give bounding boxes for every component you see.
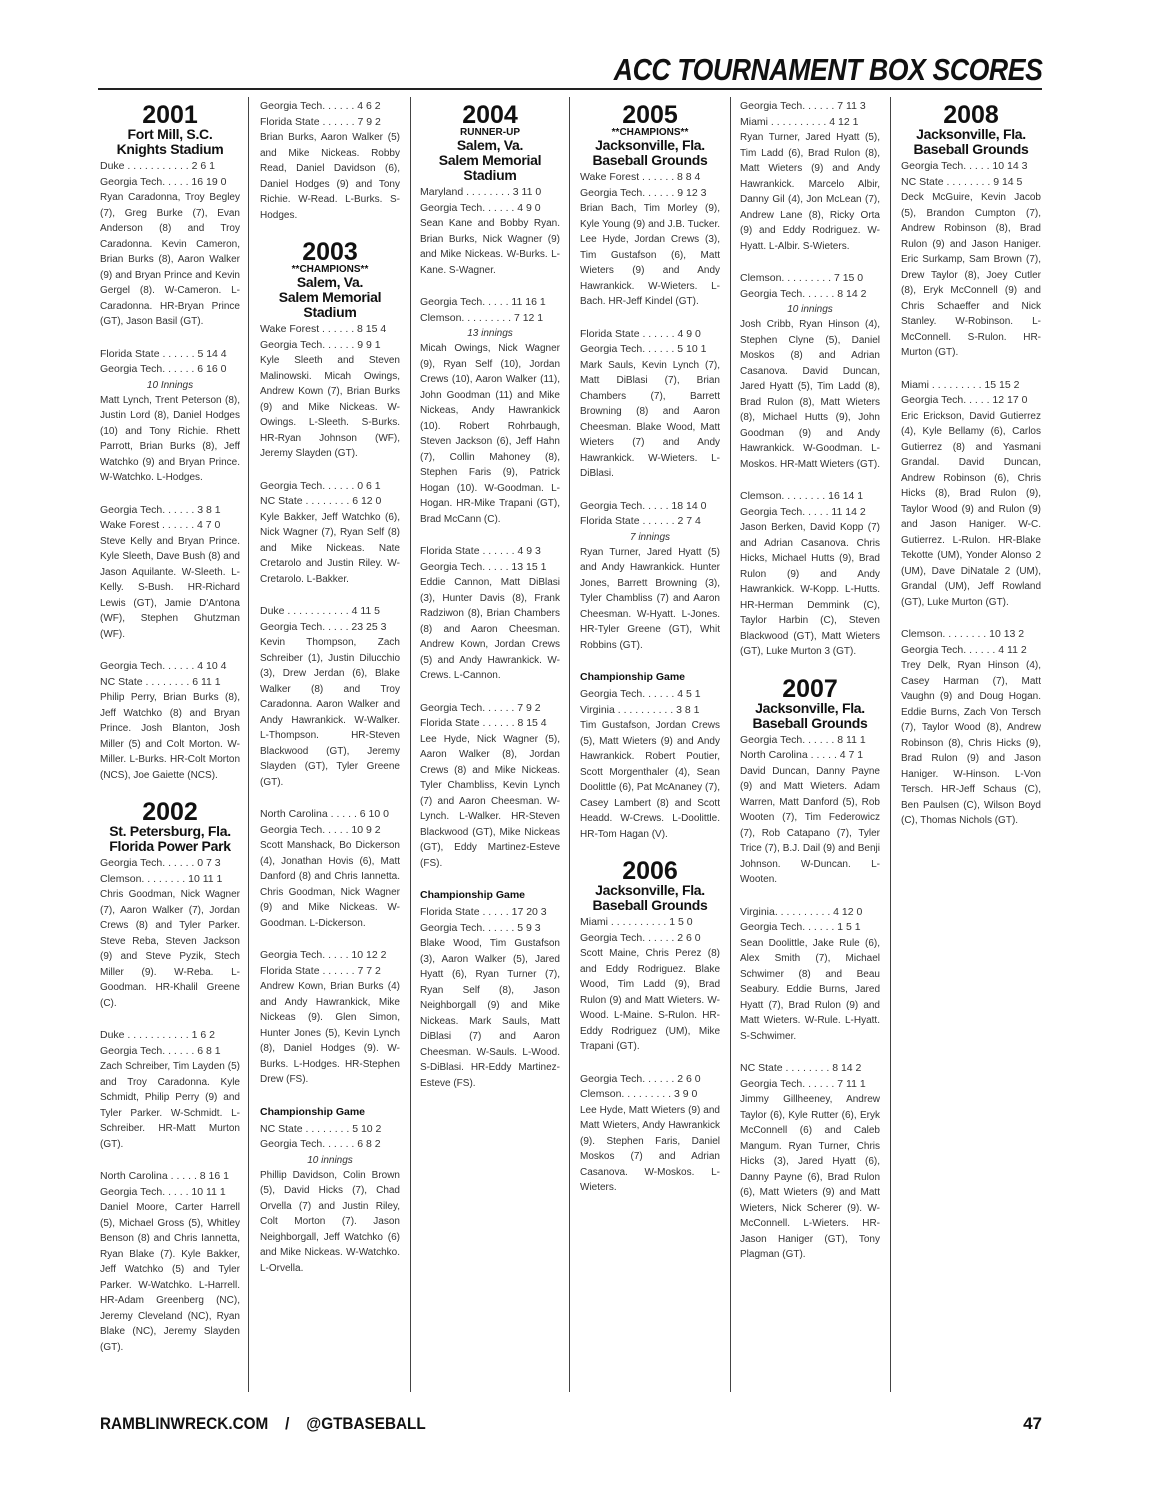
game-summary: Mark Sauls, Kevin Lynch (7), Matt DiBlasi (7), Brian Chambers (7), Barrett Browning (8) and Aaron Cheesman. Blake Wood, Matt Wieters (7) and Andy Hawrankick. W-Wieters. L-DiBlasi. — [580, 359, 720, 479]
score-line: Wake Forest . . . . . . 4 7 0 — [100, 519, 221, 531]
score-line: North Carolina . . . . . 4 7 1 — [740, 749, 864, 761]
score-line: Georgia Tech. . . . . . 9 12 3 — [580, 186, 707, 199]
box-score — [100, 347, 240, 486]
box-score — [740, 271, 880, 472]
extra-innings-note: 10 innings — [787, 304, 833, 315]
box-score-columns — [98, 97, 1042, 1392]
box-score — [260, 604, 400, 790]
tournament-year: 2004 — [462, 101, 518, 129]
score-line: Florida State . . . . . . 5 14 4 — [100, 347, 227, 360]
box-score — [901, 627, 1041, 829]
score-line: Florida State . . . . . . 7 9 2 — [260, 115, 381, 128]
score-line: Georgia Tech. . . . . . 8 11 1 — [740, 733, 866, 746]
box-score — [260, 479, 400, 588]
game-summary: Jason Berken, David Kopp (7) and Adrian Casanova. Chris Hicks, Michael Hutts (9), Brad Rulon (9) and Andy Hawrankick. W-Kopp. L-Hutts. HR-Herman Demmink (C), Taylor Harbin (C), Steven Blackwood (GT), Matt Wieters (GT), Luke Murton 3 (GT). — [740, 522, 880, 657]
score-line: NC State . . . . . . . . 6 11 1 — [100, 675, 221, 688]
column-4 — [580, 97, 720, 1392]
box-score — [580, 1072, 720, 1196]
score-line: Georgia Tech. . . . . . 6 8 2 — [260, 1138, 381, 1150]
championship-game-heading: Championship Game — [420, 889, 526, 901]
box-score — [100, 1028, 240, 1152]
score-line: Georgia Tech. . . . . . 6 8 1 — [100, 1044, 221, 1057]
game-summary: Daniel Moore, Carter Harrell (5), Michael Gross (5), Whitley Benson (8) and Chris Iannetta, Ryan Blake (7). Kyle Bakker, Jeff Watchko (5) and Tyler Parker. W-Watchko. L-Harrell. HR-Adam Greenberg (NC), Jeremy Cleveland (NC), Ryan Blake (NC), Jeremy Slayden (GT). — [100, 1202, 240, 1353]
game-summary: Philip Perry, Brian Burks (8), Jeff Watchko (8) and Bryan Prince. Josh Blanton, Josh Miller (5) and Colt Morton. W-Miller. L-Burks. HR-Colt Morton (NCS), Joe Gaiette (NCS). — [100, 692, 240, 781]
game-summary: Andrew Kown, Brian Burks (4) and Andy Hawrankick, Mike Nickeas (9). Glen Simon, Hunter Jones (5), Kevin Lynch (8), Daniel Hodges (9). W-Burks. L-Hodges. HR-Stephen Drew (FS). — [260, 981, 400, 1085]
tournament-year: 2001 — [142, 101, 198, 129]
tournament-header — [100, 800, 240, 854]
extra-innings-note: 10 Innings — [146, 379, 194, 391]
game-summary: Lee Hyde, Matt Wieters (9) and Matt Wieters, Andy Hawrankick (9). Stephen Faris, Daniel Moskos (7) and Adrian Casanova. W-Moskos. L-Wieters. — [580, 1104, 720, 1193]
game-summary: Zach Schreiber, Tim Layden (5) and Troy Caradonna. Kyle Schmidt, Philip Perry (9) and Tyler Parker. W-Schmidt. L-Schreiber. HR-Matt Murton (GT). — [100, 1061, 240, 1150]
tournament-location: Fort Mill, S.C. — [127, 126, 213, 142]
score-line: Georgia Tech. . . . . . 4 6 2 — [260, 100, 381, 112]
tournament-result: RUNNER-UP — [460, 127, 520, 138]
box-score — [580, 915, 720, 1055]
score-line: Georgia Tech. . . . . . 8 14 2 — [740, 287, 867, 300]
score-line: Georgia Tech. . . . . . 7 9 2 — [420, 701, 541, 714]
score-line: NC State . . . . . . . . 6 12 0 — [260, 495, 382, 507]
box-score — [260, 322, 400, 462]
game-summary: Trey Delk, Ryan Hinson (4), Casey Harman (7), Matt Vaughn (9) and Doug Hogan. Eddie Burns, Zach Von Tersch (7), Taylor Wood (8), Andrew Robinson (8), Chris Hicks (9), Brad Rulon (9) and Jason Haniger. W-Hinson. L-Von Tersch. HR-Jeff Schaus (C), Ben Paulsen (C), Wilson Boyd (C), Thomas Nichols (GT). — [901, 660, 1041, 826]
extra-innings-note: 7 innings — [629, 531, 671, 543]
score-line: NC State . . . . . . . . 5 10 2 — [260, 1122, 382, 1135]
tournament-header — [580, 103, 720, 168]
score-line: Georgia Tech. . . . . 12 17 0 — [901, 394, 1028, 406]
tournament-header — [901, 103, 1041, 157]
box-score — [740, 489, 880, 660]
score-line: Georgia Tech. . . . . . 0 7 3 — [100, 857, 221, 869]
tournament-year: 2002 — [142, 798, 198, 826]
score-line: Duke . . . . . . . . . . . 2 6 1 — [100, 160, 215, 172]
column-3 — [420, 97, 560, 1392]
tournament-header — [100, 103, 240, 157]
game-summary: Kevin Thompson, Zach Schreiber (1), Justin Dilucchio (3), Drew Jerdan (6), Blake Walker (8) and Troy Caradonna. Aaron Walker and Andy Hawrankick. W-Walker. L-Thompson. HR-Steven Blackwood (GT), Jeremy Slayden (GT), Tyler Greene (GT). — [260, 637, 400, 788]
score-line: Wake Forest . . . . . . 8 15 4 — [260, 323, 387, 335]
score-line: Georgia Tech. . . . . . 7 11 3 — [740, 100, 866, 112]
game-summary: Ryan Turner, Jared Hyatt (5), Tim Ladd (6), Brad Rulon (8), Matt Wieters (9) and Andy Hawrankick. Marcelo Albir, Danny Gil (4), Jon McLean (7), Andrew Lane (8), Ricky Orta (9) and Eddy Rodriguez. W-Hyatt. L-Albir. S-Wieters. — [740, 132, 880, 252]
score-line: Virginia . . . . . . . . . . 3 8 1 — [580, 703, 700, 716]
box-score — [260, 99, 400, 223]
score-line: Georgia Tech. . . . . 16 19 0 — [100, 175, 227, 188]
column-divider — [569, 97, 570, 1392]
score-line: Clemson. . . . . . . . . 7 15 0 — [740, 272, 864, 284]
score-line: Georgia Tech. . . . . 13 15 1 — [420, 560, 547, 573]
score-line: Florida State . . . . . . 7 7 2 — [260, 964, 381, 977]
tournament-header — [740, 674, 880, 731]
header-rule — [98, 88, 1042, 90]
footer-handle: @GTBASEBALL — [306, 1414, 426, 1433]
score-line: Georgia Tech. . . . . . 3 8 1 — [100, 503, 221, 516]
score-line: Georgia Tech. . . . . 10 14 3 — [901, 160, 1028, 172]
score-line: Georgia Tech. . . . . 11 16 1 — [420, 296, 546, 308]
box-score — [901, 159, 1041, 361]
box-score — [740, 733, 880, 888]
box-score — [100, 856, 240, 1011]
score-line: Georgia Tech. . . . . . 5 10 1 — [580, 343, 707, 355]
game-summary: Tim Gustafson, Jordan Crews (5), Matt Wieters (9) and Andy Hawrankick. Robert Poutier, Scott Morgenthaler (4), Sean Doolittle (6), Pat McAnaney (7), Casey Lambert (8) and Scott Headd. W-Crews. L-Doolittle. HR-Tom Hagan (V). — [580, 720, 720, 840]
championship-game-heading: Championship Game — [260, 1105, 366, 1118]
page-title: ACC TOURNAMENT BOX SCORES — [613, 52, 1042, 87]
score-line: Clemson. . . . . . . . . 7 12 1 — [420, 311, 544, 324]
extra-innings-note: 10 innings — [307, 1154, 353, 1166]
score-line: Georgia Tech. . . . . . 1 5 1 — [740, 921, 861, 933]
score-line: Maryland . . . . . . . . 3 11 0 — [420, 186, 542, 198]
game-summary: Phillip Davidson, Colin Brown (5), David Hicks (7), Chad Orvella (7) and Justin Riley, Colt Morton (7). Jason Neighborgall, Jeff Watchko (6) and Mike Nickeas. W-Watchko. L-Orvella. — [260, 1169, 400, 1274]
extra-innings-note: 13 innings — [467, 328, 513, 339]
tournament-header — [580, 859, 720, 913]
tournament-year: 2006 — [622, 857, 678, 885]
score-line: Florida State . . . . . . 2 7 4 — [580, 515, 701, 527]
game-summary: Chris Goodman, Nick Wagner (7), Aaron Walker (7), Jordan Crews (8) and Tyler Parker. Steve Reba, Steven Jackson (9) and Steve Pyzik, Stech Miller (9). W-Reba. L-Goodman. HR-Khalil Greene (C). — [100, 889, 240, 1009]
score-line: Georgia Tech. . . . . . 9 9 1 — [260, 338, 381, 351]
box-score — [260, 948, 400, 1088]
score-line: Georgia Tech. . . . . . 4 5 1 — [580, 688, 701, 700]
game-summary: Sean Kane and Bobby Ryan. Brian Burks, Nick Wagner (9) and Mike Nickeas. W-Burks. L-Kane. S-Wagner. — [420, 218, 560, 276]
score-line: Duke . . . . . . . . . . . 4 11 5 — [260, 605, 381, 617]
score-line: Georgia Tech. . . . . . 6 16 0 — [100, 363, 227, 375]
score-line: Florida State . . . . . 17 20 3 — [420, 906, 547, 918]
game-summary: Matt Lynch, Trent Peterson (8), Justin Lord (8), Daniel Hodges (10) and Tony Richie. Rhett Parrott, Brian Burks (8), Jeff Watchko (9) and Bryan Prince. W-Watchko. L-Hodges. — [100, 394, 240, 483]
box-score — [420, 905, 560, 1091]
box-score — [420, 544, 560, 684]
column-6 — [901, 97, 1041, 1392]
footer-links — [100, 1414, 426, 1434]
score-line: Georgia Tech. . . . . 10 12 2 — [260, 949, 387, 961]
score-line: Georgia Tech. . . . . 10 11 1 — [100, 1185, 226, 1198]
tournament-venue: Salem Memorial Stadium — [278, 289, 382, 320]
score-line: Miami . . . . . . . . . 15 15 2 — [901, 378, 1020, 391]
box-score — [100, 659, 240, 783]
box-score — [580, 687, 720, 842]
game-summary: Jimmy Gillheeney, Andrew Taylor (6), Kyle Rutter (6), Eryk McConnell (6) and Caleb Mangum. Ryan Turner, Chris Hicks (3), Jared Hyatt (6), Danny Payne (6), Brad Rulon (6), Matt Wieters (9) and Matt Wieters, Nick Scherer (9). W-McConnell. L-Wieters. HR-Jason Haniger (GT), Tony Plagman (GT). — [740, 1094, 880, 1260]
column-divider — [248, 97, 249, 1392]
footer-site: RAMBLINWRECK.COM — [100, 1414, 269, 1433]
box-score — [260, 807, 400, 931]
tournament-venue: Florida Power Park — [109, 838, 231, 854]
box-score — [420, 185, 560, 278]
column-5 — [740, 97, 880, 1392]
column-divider — [730, 97, 731, 1392]
game-summary: David Duncan, Danny Payne (9) and Matt Wieters. Adam Warren, Matt Danford (5), Rob Wooten (7), Tim Federowicz (7), Rob Catapano (7), Tyler Trice (7), B.J. Dail (9) and Benji Johnson. W-Duncan. L-Wooten. — [740, 765, 880, 885]
game-summary: Eric Erickson, David Gutierrez (4), Kyle Bellamy (6), Carlos Gutierrez (8) and Yasmani Grandal. David Duncan, Andrew Robinson (6), Chris Hicks (8), Brad Rulon (9), Taylor Wood (9) and Rulon (9) and Jason Haniger. W-C. Gutierrez. L-Rulon. HR-Blake Tekotte (UM), Yonder Alonso 2 (UM), Dave DiNatale 2 (UM), Grandal (UM), Jeff Rowland (GT), Luke Murton (GT). — [901, 410, 1041, 608]
score-line: Georgia Tech. . . . . . 4 10 4 — [100, 660, 227, 672]
game-summary: Kyle Bakker, Jeff Watchko (6), Nick Wagner (7), Ryan Self (8) and Mike Nickeas. Nate Cretarolo and Justin Riley. W-Cretarolo. L-Bakker. — [260, 511, 400, 585]
game-summary: Steve Kelly and Bryan Prince. Kyle Sleeth, Dave Bush (8) and Jason Aquilante. W-Sleeth. L-Kelly. S-Bush. HR-Richard Lewis (GT), Jamie D'Antona (WF), Stephen Ghutzman (WF). — [100, 535, 240, 640]
score-line: Clemson. . . . . . . . 16 14 1 — [740, 490, 864, 502]
box-score — [740, 99, 880, 254]
score-line: Clemson. . . . . . . . . 3 9 0 — [580, 1088, 698, 1100]
game-summary: Brian Burks, Aaron Walker (5) and Mike Nickeas. Robby Read, Daniel Davidson (6), Daniel Hodges (9) and Tony Richie. W-Read. L-Burks. S-Hodges. — [260, 132, 400, 221]
score-line: Georgia Tech. . . . . . 5 9 3 — [420, 921, 541, 934]
tournament-venue: Baseball Grounds — [592, 152, 708, 168]
championship-game-heading: Championship Game — [580, 671, 686, 683]
box-score — [100, 159, 240, 330]
tournament-location: St. Petersburg, Fla. — [109, 823, 231, 839]
score-line: Florida State . . . . . . 4 9 0 — [580, 327, 701, 340]
tournament-location: Salem, Va. — [456, 137, 524, 153]
score-line: Georgia Tech. . . . . . 4 11 2 — [901, 643, 1027, 656]
tournament-header — [260, 240, 400, 320]
score-line: NC State . . . . . . . . 9 14 5 — [901, 175, 1023, 188]
box-score — [100, 1169, 240, 1355]
game-summary: Ryan Caradonna, Troy Begley (7), Greg Burke (7), Evan Anderson (8) and Troy Caradonna. Kevin Cameron, Brian Burks (8), Aaron Walker (9) and Bryan Prince and Kevin Gergel (8). W-Cameron. L-Caradonna. HR-Bryan Prince (GT), Jason Basil (GT). — [100, 192, 240, 327]
column-1 — [100, 97, 240, 1392]
tournament-venue: Baseball Grounds — [752, 714, 868, 731]
game-summary: Scott Maine, Chris Perez (8) and Eddy Rodriguez. Blake Wood, Tim Ladd (9), Brad Rulon (9) and Matt Wieters. W-Wood. L-Maine. S-Rulon. HR-Eddy Rodriguez (UM), Mike Trapani (GT). — [580, 948, 720, 1052]
box-score — [260, 1122, 400, 1277]
game-summary: Kyle Sleeth and Steven Malinowski. Micah Owings, Andrew Kown (7), Brian Burks (9) and Mike Nickeas. W-Owings. L-Sleeth. S-Burks. HR-Ryan Johnson (WF), Jeremy Slayden (GT). — [260, 355, 400, 459]
tournament-year: 2008 — [943, 101, 999, 129]
box-score — [580, 327, 720, 482]
score-line: Florida State . . . . . . 8 15 4 — [420, 717, 547, 729]
column-2 — [260, 97, 400, 1392]
score-line: Duke . . . . . . . . . . . 1 6 2 — [100, 1029, 215, 1041]
box-score — [580, 499, 720, 654]
tournament-result: **CHAMPIONS** — [611, 127, 689, 138]
score-line: Clemson. . . . . . . . 10 13 2 — [901, 628, 1025, 640]
tournament-result: **CHAMPIONS** — [291, 264, 369, 275]
score-line: Georgia Tech. . . . . 10 9 2 — [260, 823, 381, 836]
column-divider — [890, 97, 891, 1392]
score-line: North Carolina . . . . . 6 10 0 — [260, 808, 389, 820]
tournament-location: Jacksonville, Fla. — [755, 699, 865, 716]
score-line: Miami . . . . . . . . . . 4 12 1 — [740, 115, 859, 128]
tournament-header — [420, 103, 560, 183]
page-number: 47 — [1023, 1414, 1042, 1433]
score-line: Georgia Tech. . . . . . 0 6 1 — [260, 479, 381, 492]
tournament-location: Jacksonville, Fla. — [916, 126, 1026, 142]
game-summary: Micah Owings, Nick Wagner (9), Ryan Self (10), Jordan Crews (10), Aaron Walker (11), John Goodman (11) and Mike Nickeas, Andy Hawrankick (10). Robert Rohrbaugh, Steven Jackson (6), Jeff Hahn (7), Collin Mahoney (8), Stephen Faris (9), Patrick Hogan (10). W-Goodman. L-Hogan. HR-Mike Trapani (GT), Brad McCann (C). — [420, 343, 560, 525]
game-summary: Eddie Cannon, Matt DiBlasi (3), Hunter Davis (8), Frank Radziwon (8), Brian Chambers (8) and Aaron Cheesman. Andrew Kown, Jordan Crews (5) and Andy Hawrankick. W-Crews. L-Cannon. — [420, 577, 560, 681]
box-score — [740, 905, 880, 1045]
score-line: Virginia. . . . . . . . . . 4 12 0 — [740, 905, 863, 918]
game-summary: Ryan Turner, Jared Hyatt (5) and Andy Hawrankick. Hunter Jones, Barrett Browning (3), Tyler Chambliss (7) and Aaron Cheesman. W-Hyatt. L-Jones. HR-Tyler Greene (GT), Whit Robbins (GT). — [580, 546, 720, 651]
box-score — [100, 503, 240, 643]
score-line: Georgia Tech. . . . . . 2 6 0 — [580, 931, 701, 944]
game-summary: Sean Doolittle, Jake Rule (6), Alex Smith (7), Michael Schwimer (8) and Beau Seabury. Eddie Burns, Jared Hyatt (7), Brad Rulon (9) and Matt Wieters. W-Rule. L-Hyatt. S-Schwimer. — [740, 937, 880, 1042]
score-line: Georgia Tech. . . . . . 2 6 0 — [580, 1072, 701, 1085]
box-score — [420, 295, 560, 527]
tournament-year: 2003 — [302, 238, 358, 266]
score-line: North Carolina . . . . . 8 16 1 — [100, 1170, 229, 1182]
score-line: Wake Forest . . . . . . 8 8 4 — [580, 171, 701, 183]
footer-separator: / — [285, 1414, 290, 1433]
score-line: Clemson. . . . . . . . 10 11 1 — [100, 872, 223, 885]
tournament-location: Jacksonville, Fla. — [595, 137, 705, 153]
tournament-location: Jacksonville, Fla. — [595, 882, 705, 898]
score-line: NC State . . . . . . . . 8 14 2 — [740, 1062, 862, 1074]
score-line: Georgia Tech. . . . . 11 14 2 — [740, 505, 866, 518]
tournament-year: 2005 — [622, 101, 678, 129]
score-line: Florida State . . . . . . 4 9 3 — [420, 545, 541, 557]
game-summary: Blake Wood, Tim Gustafson (3), Aaron Walker (5), Jared Hyatt (6), Ryan Turner (7), Ryan Self (8), Jason Neighborgall (9) and Mike Nickeas. Mark Sauls, Matt DiBlasi (7) and Aaron Cheesman. W-Sauls. L-Wood. S-DiBlasi. HR-Eddy Martinez-Esteve (FS). — [420, 938, 560, 1089]
score-line: Georgia Tech. . . . . 23 25 3 — [260, 620, 387, 633]
game-summary: Josh Cribb, Ryan Hinson (4), Stephen Clyne (5), Daniel Moskos (8) and Adrian Casanova. David Duncan, Jared Hyatt (5), Tim Ladd (8), Brad Rulon (8), Matt Wieters (8), Michael Hutts (9), John Goodman (9) and Andy Hawrankick. W-Goodman. L-Moskos. HR-Matt Wieters (GT). — [740, 319, 880, 470]
tournament-venue: Salem Memorial Stadium — [438, 152, 542, 183]
box-score — [580, 170, 720, 310]
column-divider — [410, 97, 411, 1392]
tournament-year: 2007 — [782, 674, 838, 703]
score-line: Georgia Tech. . . . . . 4 9 0 — [420, 201, 541, 214]
box-score — [420, 701, 560, 872]
game-summary: Deck McGuire, Kevin Jacob (5), Brandon Cumpton (7), Andrew Robinson (8), Brad Rulon (9) and Jason Haniger. Eric Surkamp, Sam Brown (7), Drew Taylor (8), Joey Cutler (8), Eryk McConnell (9) and Chris Schaeffer and Nick Stanley. W-Robinson. L-McConnell. S-Rulon. HR-Murton (GT). — [901, 192, 1041, 358]
tournament-location: Salem, Va. — [296, 274, 364, 290]
box-score — [901, 378, 1041, 611]
score-line: Georgia Tech. . . . . 18 14 0 — [580, 499, 707, 512]
tournament-venue: Knights Stadium — [116, 141, 224, 157]
score-line: Georgia Tech. . . . . . 7 11 1 — [740, 1077, 866, 1090]
game-summary: Scott Manshack, Bo Dickerson (4), Jonathan Hovis (6), Matt Danford (8) and Chris Iannetta. Chris Goodman, Nick Wagner (9) and Mike Nickeas. W-Goodman. L-Dickerson. — [260, 840, 400, 929]
game-summary: Brian Bach, Tim Morley (9), Kyle Young (9) and J.B. Tucker. Lee Hyde, Jordan Crews (3), Tim Gustafson (6), Matt Wieters (9) and Andy Hawrankick. W-Wieters. L-Bach. HR-Jeff Kindel (GT). — [580, 203, 720, 307]
score-line: Miami . . . . . . . . . . 1 5 0 — [580, 916, 693, 928]
tournament-venue: Baseball Grounds — [913, 141, 1029, 157]
tournament-venue: Baseball Grounds — [592, 897, 708, 913]
game-summary: Lee Hyde, Nick Wagner (5), Aaron Walker (8), Jordan Crews (8) and Mike Nickeas. Tyler Chambliss, Kevin Lynch (7) and Aaron Cheesman. W-Lynch. L-Walker. HR-Steven Blackwood (GT), Mike Nickeas (GT), Eddy Martinez-Esteve (FS). — [420, 733, 560, 869]
box-score — [740, 1061, 880, 1263]
